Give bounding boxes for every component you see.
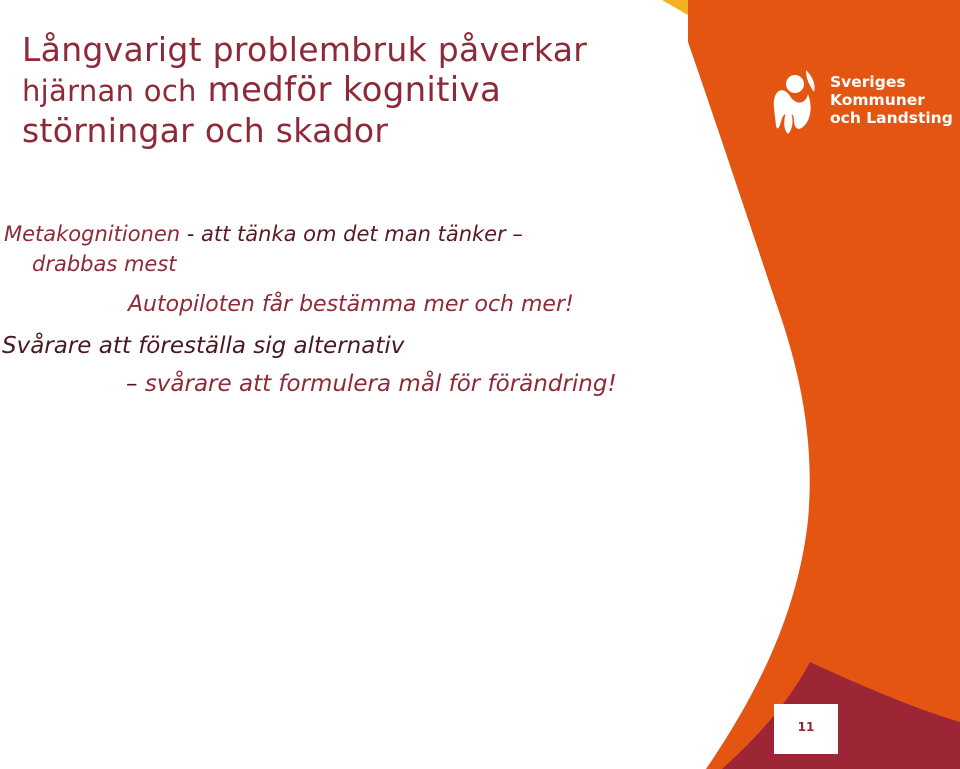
body-line-autopilot: Autopiloten får bestämma mer och mer!: [128, 292, 574, 317]
title-line-2b: medför kognitiva: [207, 70, 502, 110]
title-line-2a: hjärnan och: [22, 74, 197, 108]
title-line-3: störningar och skador: [22, 111, 389, 150]
logo-line-2: Kommuner: [830, 91, 925, 109]
body-line-5-dash: –: [126, 371, 145, 397]
logo-line-1: Sveriges: [830, 73, 906, 91]
body-line-metakognition: [4, 222, 523, 246]
body-line-alternativ: Svårare att föreställa sig alternativ: [2, 333, 405, 359]
body-line-drabbas: drabbas mest: [32, 252, 177, 276]
body-line-formulera: [126, 371, 617, 397]
logo-wordmark: [830, 73, 953, 127]
title-line-1: Långvarigt problembruk påverkar: [22, 30, 588, 69]
page-number: 11: [797, 720, 815, 734]
body-line-1b: - att tänka om det man tänker –: [180, 222, 523, 246]
logo-line-3: och Landsting: [830, 109, 953, 127]
body-line-1a: Metakognitionen: [4, 222, 181, 246]
slide-title: [22, 30, 587, 151]
body-line-5-text: svårare att formulera mål för förändring!: [144, 371, 617, 397]
